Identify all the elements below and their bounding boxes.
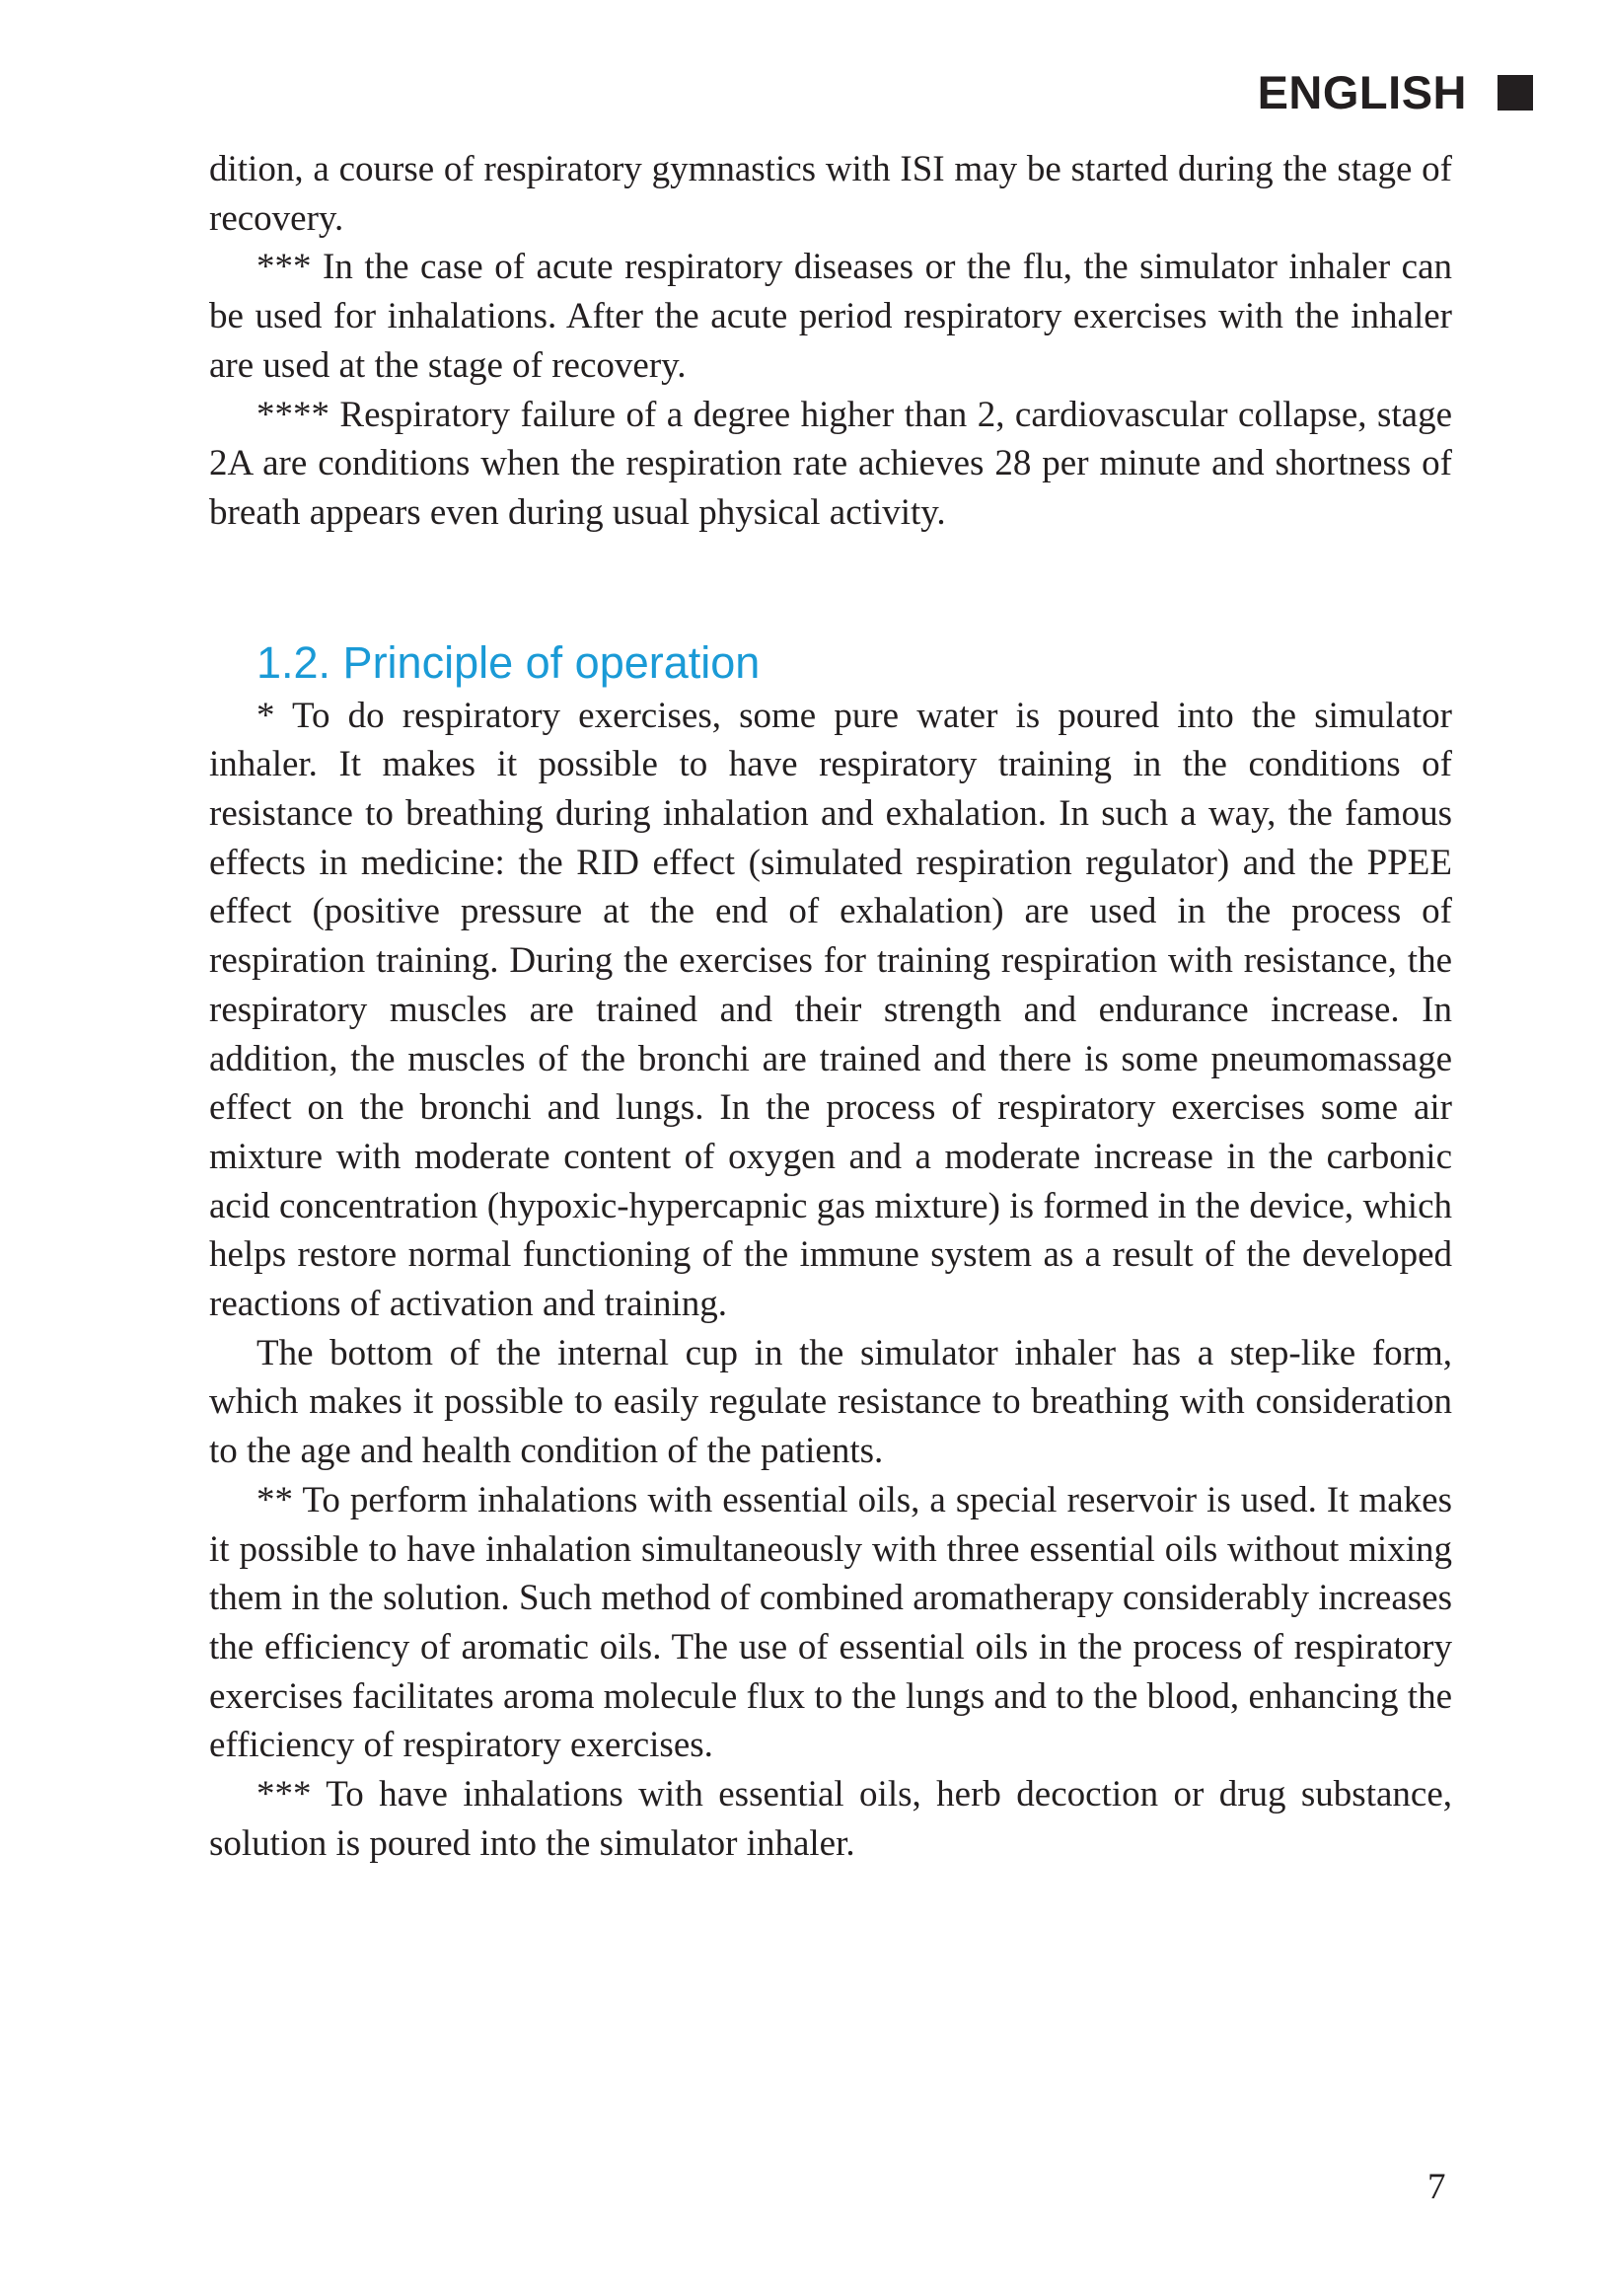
footnote-respiratory-failure: **** Respiratory failure of a degree higher than 2, cardiovascular collapse, stage 2A are conditions when the respiration rate achieves 28 per minute and shortness of breath appears even during usual physical activity. xyxy=(209,394,1452,533)
section-heading: 1.2. Principle of operation xyxy=(256,636,761,688)
paragraph-essential-oils-reservoir: ** To perform inhalations with essential oils, a special reservoir is used. It makes it possible to have inhalation simultaneously with three essential oils without mixing them in the solution. Such method of combined aromatherapy considerably increases the efficiency of aromatic oils. The use of essential oils in the process of respiratory exercises facilitates aroma molecule flux to the lungs and to the blood, enhancing the efficiency of respiratory exercises. xyxy=(209,1479,1452,1766)
language-label: ENGLISH xyxy=(1257,66,1467,118)
footnote-acute-diseases: *** In the case of acute respiratory diseases or the flu, the simulator inhaler can be used for inhalations. After the acute period respiratory exercises with the inhaler are used at the stage of recovery. xyxy=(209,247,1452,386)
paragraph-inhalations-solution: *** To have inhalations with essential oils, herb decoction or drug substance, solution is poured into the simulator inhaler. xyxy=(209,1774,1452,1864)
page-header xyxy=(1257,66,1533,118)
page-number: 7 xyxy=(1427,2167,1446,2207)
continued-paragraph: dition, a course of respiratory gymnastics with ISI may be started during the stage of recovery. xyxy=(209,149,1452,239)
paragraph-internal-cup: The bottom of the internal cup in the simulator inhaler has a step-like form, which makes it possible to easily regulate resistance to breathing with consideration to the age and health condition of the patients. xyxy=(209,1332,1452,1472)
language-marker-square xyxy=(1498,75,1533,111)
page-body xyxy=(209,145,1452,1869)
paragraph-respiratory-exercises: * To do respiratory exercises, some pure water is poured into the simulator inhaler. It makes it possible to have respiratory training in the conditions of resistance to breathing during inhalation and exhalation. In such a way, the famous effects in medicine: the RID effect (simulated respiration regulator) and the PPEE effect (positive pressure at the end of exhalation) are used in the process of respiration training. During the exercises for training respiration with resistance, the respiratory muscles are trained and their strength and endurance increase. In addition, the muscles of the bronchi are trained and there is some pneumomassage effect on the bronchi and lungs. In the process of respiratory exercises some air mixture with moderate content of oxygen and a moderate increase in the carbonic acid concentration (hypoxic-​hypercapnic gas mixture) is formed in the device, which helps restore normal functioning of the immune system as a result of the developed reactions of activation and training. xyxy=(209,695,1452,1325)
